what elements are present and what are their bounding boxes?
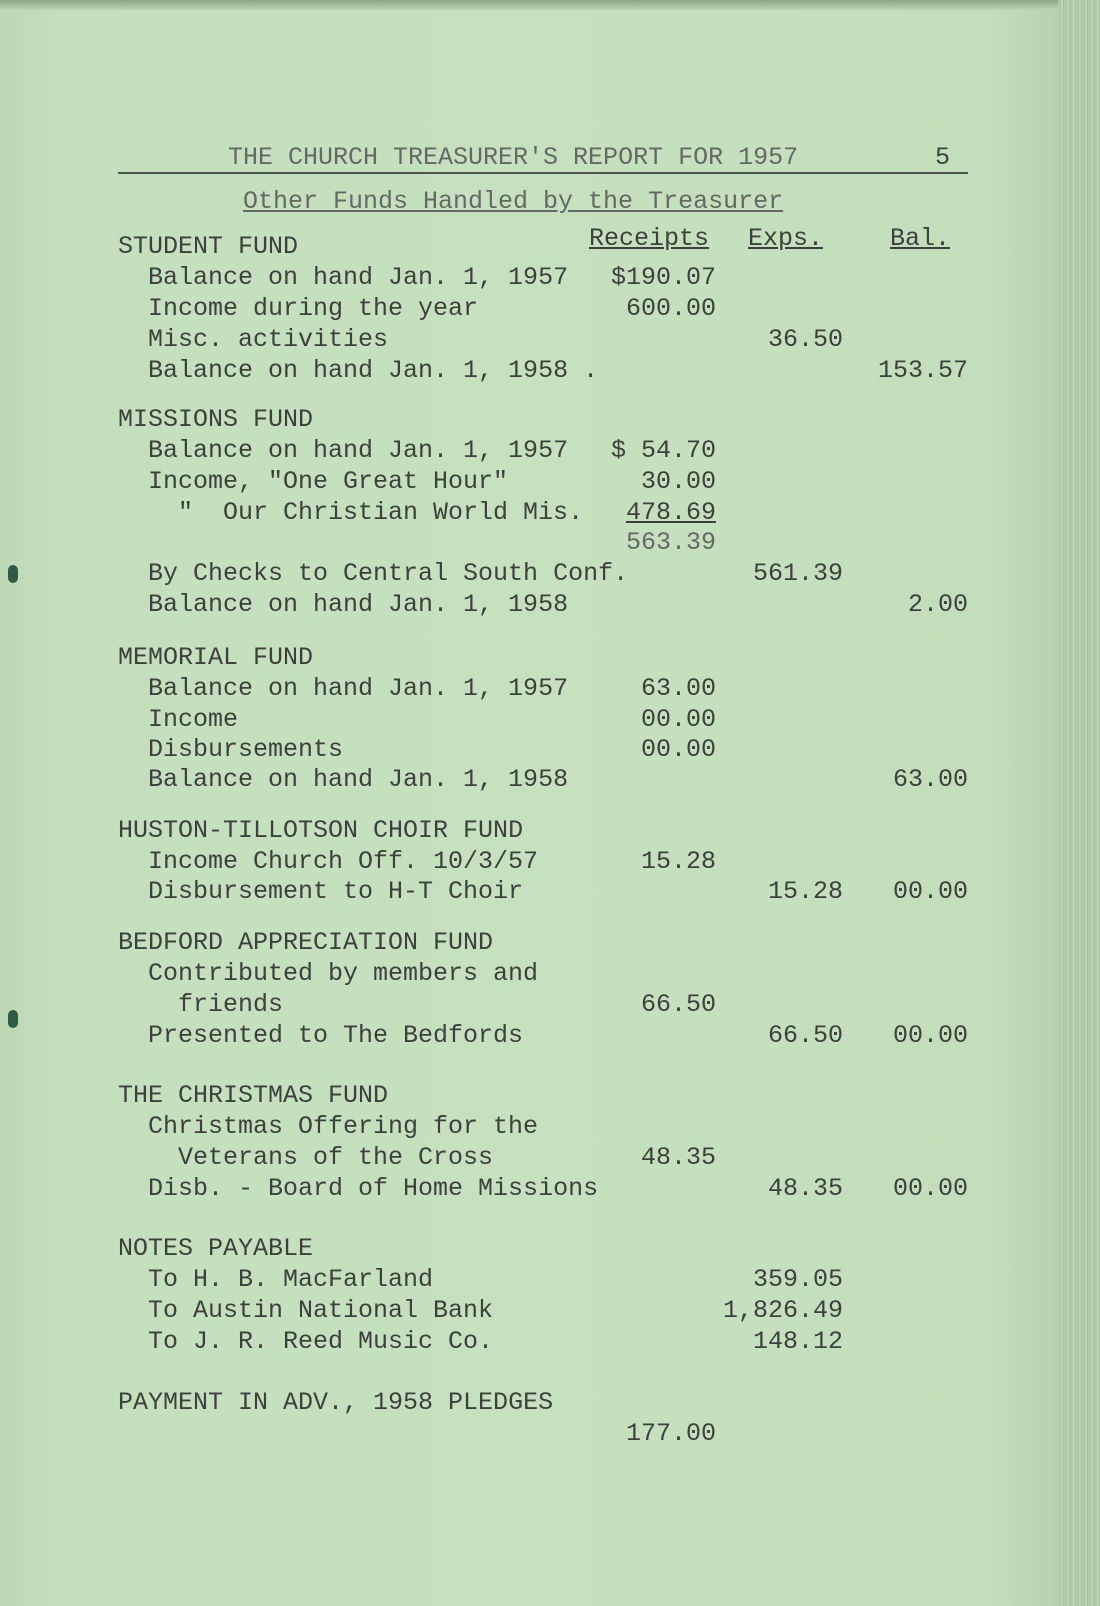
row-label: Disbursements xyxy=(148,735,344,764)
row-label: Balance on hand Jan. 1, 1957 xyxy=(148,674,569,703)
row-label: Balance on hand Jan. 1, 1958 . xyxy=(148,356,599,385)
row-label: To H. B. MacFarland xyxy=(148,1265,434,1294)
section-title: MISSIONS FUND xyxy=(118,405,314,434)
staple-top xyxy=(8,565,18,583)
section-title: STUDENT FUND xyxy=(118,232,299,261)
receipts-value: 600.00 xyxy=(625,294,716,323)
bal-value: 00.00 xyxy=(892,877,968,906)
exps-value: 148.12 xyxy=(752,1327,843,1356)
row-label: Presented to The Bedfords xyxy=(148,1021,524,1050)
bal-value: 153.57 xyxy=(877,356,968,385)
row-label: To J. R. Reed Music Co. xyxy=(148,1327,494,1356)
page-subtitle: Other Funds Handled by the Treasurer xyxy=(243,187,784,216)
bal-value: 00.00 xyxy=(892,1174,968,1203)
receipts-value: 177.00 xyxy=(625,1419,716,1448)
row-label: By Checks to Central South Conf. xyxy=(148,559,629,588)
page-number: 5 xyxy=(935,143,951,172)
receipts-value: 00.00 xyxy=(640,705,716,734)
section-title: THE CHRISTMAS FUND xyxy=(118,1081,389,1110)
receipts-subtotal: 563.39 xyxy=(625,528,716,557)
section-title: MEMORIAL FUND xyxy=(118,643,314,672)
section-title: HUSTON-TILLOTSON CHOIR FUND xyxy=(118,816,524,845)
row-label: Income xyxy=(148,705,239,734)
receipts-value: 63.00 xyxy=(640,674,716,703)
row-label: Misc. activities xyxy=(148,325,389,354)
exps-value: 66.50 xyxy=(767,1021,843,1050)
row-label: Balance on hand Jan. 1, 1958 xyxy=(148,765,569,794)
row-label: Christmas Offering for the xyxy=(148,1112,539,1141)
exps-value: 15.28 xyxy=(767,877,843,906)
bal-value: 63.00 xyxy=(892,765,968,794)
page-binding-shadow xyxy=(0,0,1058,10)
exps-value: 48.35 xyxy=(767,1174,843,1203)
bal-value: 2.00 xyxy=(907,590,968,619)
col-bal-header: Bal. xyxy=(890,224,951,253)
row-label: friends xyxy=(148,990,284,1019)
staple-bottom xyxy=(8,1010,18,1028)
row-label: To Austin National Bank xyxy=(148,1296,494,1325)
row-label: Veterans of the Cross xyxy=(148,1143,494,1172)
receipts-value: $190.07 xyxy=(610,263,716,292)
section-title: PAYMENT IN ADV., 1958 PLEDGES xyxy=(118,1388,554,1417)
exps-value: 1,826.49 xyxy=(722,1296,843,1325)
row-label: Disb. - Board of Home Missions xyxy=(148,1174,599,1203)
col-exps-header: Exps. xyxy=(748,224,824,253)
row-label: Disbursement to H-T Choir xyxy=(148,877,524,906)
receipts-value: 15.28 xyxy=(640,847,716,876)
section-title: NOTES PAYABLE xyxy=(118,1234,314,1263)
bal-value: 00.00 xyxy=(892,1021,968,1050)
report-title: THE CHURCH TREASURER'S REPORT FOR 1957 xyxy=(228,143,799,172)
row-label: Balance on hand Jan. 1, 1957 xyxy=(148,436,569,465)
receipts-value: 66.50 xyxy=(640,990,716,1019)
section-title: BEDFORD APPRECIATION FUND xyxy=(118,928,494,957)
col-receipts-header: Receipts xyxy=(589,224,710,253)
receipts-value: 48.35 xyxy=(640,1143,716,1172)
page-stack-edge xyxy=(1058,0,1100,1606)
receipts-value: 00.00 xyxy=(640,735,716,764)
row-label: Balance on hand Jan. 1, 1958 xyxy=(148,590,569,619)
receipts-value: 478.69 xyxy=(625,498,716,527)
receipts-value: 30.00 xyxy=(640,467,716,496)
row-label: Income, "One Great Hour" xyxy=(148,467,509,496)
row-label: Income Church Off. 10/3/57 xyxy=(148,847,539,876)
row-label: Balance on hand Jan. 1, 1957 xyxy=(148,263,569,292)
row-label: Income during the year xyxy=(148,294,479,323)
exps-value: 359.05 xyxy=(752,1265,843,1294)
receipts-value: $ 54.70 xyxy=(610,436,716,465)
title-rule xyxy=(118,172,968,174)
row-label: Contributed by members and xyxy=(148,959,539,988)
exps-value: 561.39 xyxy=(752,559,843,588)
exps-value: 36.50 xyxy=(767,325,843,354)
row-label: " Our Christian World Mis. xyxy=(178,498,584,527)
